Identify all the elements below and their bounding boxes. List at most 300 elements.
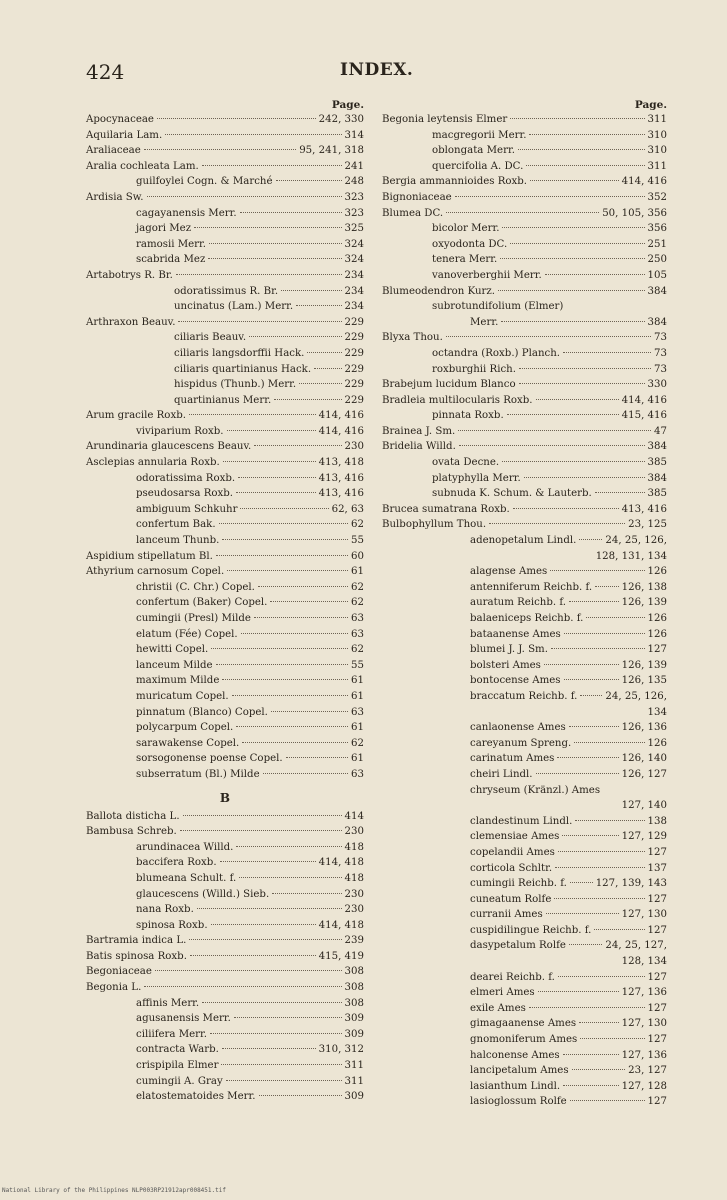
entry-pages: 325: [344, 223, 364, 235]
entry-pages: 63: [351, 628, 364, 640]
entry-name: affinis Merr.: [136, 997, 200, 1009]
leader-dots: [569, 726, 619, 727]
index-entry: [86, 424, 364, 440]
index-entry: [382, 923, 667, 939]
entry-name: bolsteri Ames: [470, 659, 541, 671]
entry-pages: 62: [351, 737, 364, 749]
leader-dots: [219, 523, 348, 524]
entry-name: vanoverberghii Merr.: [432, 269, 542, 281]
leader-dots: [238, 477, 316, 478]
index-entry: [382, 705, 667, 721]
entry-pages: 310, 312: [318, 1044, 364, 1056]
entry-pages: 73: [654, 347, 667, 359]
entry-pages: 310: [647, 145, 667, 157]
entry-pages: 61: [351, 566, 364, 578]
index-entry: [382, 549, 667, 565]
page-column-heading: Page.: [331, 99, 364, 111]
entry-name: balaeniceps Reichb. f.: [470, 613, 584, 624]
leader-dots: [557, 757, 618, 758]
entry-pages: 126, 139: [621, 659, 667, 671]
index-entry: [86, 128, 364, 144]
entry-pages: 126, 135: [621, 675, 667, 687]
index-entry: [382, 845, 667, 861]
index-entry: [382, 1001, 667, 1017]
leader-dots: [209, 243, 342, 244]
entry-pages: 60: [351, 550, 364, 562]
leader-dots: [249, 336, 341, 337]
index-entry: [382, 1079, 667, 1095]
leader-dots: [580, 695, 602, 696]
entry-pages: 414, 416: [318, 410, 364, 422]
index-entry: [382, 876, 667, 892]
leader-dots: [210, 1033, 342, 1034]
index-entry: [382, 642, 667, 658]
index-entry: [86, 486, 364, 502]
leader-dots: [263, 773, 348, 774]
index-entry: [86, 627, 364, 643]
entry-pages: 309: [344, 1091, 364, 1103]
entry-name: ciliaris langsdorffii Hack.: [174, 347, 305, 359]
entry-name: canlaonense Ames: [470, 722, 566, 734]
entry-pages: 323: [344, 191, 364, 203]
entry-name: ciliaris Beauv.: [174, 332, 247, 344]
entry-pages: 73: [654, 332, 667, 344]
entry-pages: 234: [344, 285, 364, 297]
leader-dots: [519, 383, 645, 384]
leader-dots: [180, 830, 342, 831]
leader-dots: [529, 1007, 645, 1008]
entry-pages: 308: [344, 966, 364, 978]
entry-name: bontocense Ames: [470, 675, 561, 687]
entry-pages: 138: [647, 815, 667, 827]
leader-dots: [519, 368, 651, 369]
entry-name: nana Roxb.: [136, 904, 194, 916]
leader-dots: [500, 258, 644, 259]
entry-pages: 127, 136: [621, 987, 667, 999]
index-entry: [382, 861, 667, 877]
entry-name: Blyxa Thou.: [382, 332, 443, 344]
leader-dots: [240, 212, 342, 213]
entry-pages: 126, 138: [621, 581, 667, 593]
entry-name: Blumeodendron Kurz.: [382, 285, 495, 297]
entry-name: Bignoniaceae: [382, 191, 452, 203]
index-entry: [86, 299, 364, 315]
entry-name: cumingii Reichb. f.: [470, 878, 567, 890]
index-entry: [382, 1048, 667, 1064]
leader-dots: [227, 430, 316, 431]
index-entry: [86, 855, 364, 871]
entry-name: careyanum Spreng.: [470, 737, 572, 749]
entry-pages: 239: [344, 935, 364, 947]
leader-dots: [530, 180, 619, 181]
entry-pages: 311: [647, 114, 667, 125]
index-entry: [382, 221, 667, 237]
entry-name: platyphylla Merr.: [432, 472, 521, 484]
entry-name: Arundinaria glaucescens Beauv.: [86, 441, 252, 453]
entry-name: confertum (Baker) Copel.: [136, 597, 268, 609]
index-entry: [382, 393, 667, 409]
index-entry: [86, 1011, 364, 1027]
index-entry: [382, 564, 667, 580]
entry-name: cuneatum Rolfe: [470, 893, 552, 905]
entry-pages: 127: [647, 971, 667, 983]
entry-pages: 384: [647, 472, 667, 484]
entry-name: gnomoniferum Ames: [470, 1034, 578, 1046]
index-entry: [86, 174, 364, 190]
entry-name: carinatum Ames: [470, 753, 555, 765]
leader-dots: [564, 633, 645, 634]
leader-dots: [575, 820, 644, 821]
leader-dots: [550, 570, 644, 571]
entry-pages: 127, 140: [621, 800, 667, 812]
entry-pages: 415, 419: [318, 950, 364, 962]
leader-dots: [241, 633, 348, 634]
entry-pages: 126, 127: [621, 768, 667, 780]
index-entry: [382, 424, 667, 440]
leader-dots: [197, 908, 342, 909]
leader-dots: [579, 1022, 619, 1023]
index-entry: [86, 315, 364, 331]
leader-dots: [189, 939, 341, 940]
entry-pages: 241: [344, 160, 364, 172]
entry-name: Artabotrys R. Br.: [86, 269, 173, 281]
leader-dots: [562, 835, 618, 836]
entry-name: Aspidium stipellatum Bl.: [86, 550, 213, 562]
leader-dots: [299, 383, 341, 384]
leader-dots: [144, 149, 296, 150]
index-entry: [382, 783, 667, 799]
index-entry: [382, 112, 667, 128]
entry-pages: 308: [344, 997, 364, 1009]
leader-dots: [544, 664, 619, 665]
entry-name: lanceum Milde: [136, 659, 213, 671]
leader-dots: [236, 846, 341, 847]
leader-dots: [240, 508, 328, 509]
entry-pages: 413, 416: [318, 488, 364, 500]
entry-pages: 229: [344, 394, 364, 406]
entry-pages: 127: [647, 924, 667, 936]
entry-name: elatum (Fée) Copel.: [136, 628, 238, 640]
entry-pages: 308: [344, 982, 364, 994]
leader-dots: [518, 149, 645, 150]
index-entry: [382, 471, 667, 487]
entry-name: Araliaceae: [86, 145, 141, 157]
index-entry: [382, 580, 667, 596]
leader-dots: [446, 212, 599, 213]
entry-pages: 55: [351, 535, 364, 547]
entry-name: quercifolia A. DC.: [432, 160, 524, 172]
entry-pages: 24, 25, 126,: [605, 690, 667, 702]
entry-name: antenniferum Reichb. f.: [470, 581, 593, 593]
entry-pages: 127: [647, 893, 667, 905]
leader-dots: [236, 726, 348, 727]
entry-pages: 230: [344, 904, 364, 916]
leader-dots: [242, 742, 348, 743]
entry-pages: 126, 139: [621, 597, 667, 609]
entry-pages: 229: [344, 379, 364, 391]
entry-pages: 134: [647, 706, 667, 718]
index-entry: [86, 362, 364, 378]
entry-pages: 63: [351, 768, 364, 780]
index-entry: [382, 767, 667, 783]
index-entry: [382, 907, 667, 923]
entry-name: hispidus (Thunb.) Merr.: [174, 379, 297, 391]
index-entry: [86, 330, 364, 346]
page-column-heading: Page.: [634, 99, 667, 111]
entry-name: Merr.: [470, 316, 499, 328]
leader-dots: [459, 445, 645, 446]
leader-dots: [563, 352, 651, 353]
leader-dots: [234, 1017, 342, 1018]
entry-name: Batis spinosa Roxb.: [86, 950, 187, 962]
index-entry: [86, 824, 364, 840]
entry-name: gimagaanense Ames: [470, 1018, 577, 1030]
leader-dots: [569, 944, 603, 945]
entry-name: maximum Milde: [136, 675, 220, 687]
entry-name: polycarpum Copel.: [136, 722, 234, 734]
index-entry: [86, 736, 364, 752]
entry-pages: 73: [654, 363, 667, 375]
entry-name: Aquilaria Lam.: [86, 129, 163, 141]
entry-name: glaucescens (Willd.) Sieb.: [136, 888, 270, 900]
entry-name: baccifera Roxb.: [136, 857, 217, 869]
leader-dots: [579, 539, 602, 540]
index-entry: [382, 892, 667, 908]
index-entry: [86, 471, 364, 487]
index-entry: [86, 689, 364, 705]
entry-name: pinnata Roxb.: [432, 410, 504, 422]
entry-pages: 248: [344, 176, 364, 188]
leader-dots: [190, 955, 316, 956]
leader-dots: [296, 305, 341, 306]
entry-pages: 323: [344, 207, 364, 219]
index-entry: [86, 840, 364, 856]
entry-name: roxburghii Rich.: [432, 363, 516, 375]
entry-name: ciliifera Merr.: [136, 1028, 208, 1040]
index-entry: [86, 268, 364, 284]
index-entry: [86, 871, 364, 887]
leader-dots: [208, 258, 341, 259]
entry-name: ovata Decne.: [432, 457, 500, 469]
entry-pages: 23, 125: [628, 519, 667, 531]
leader-dots: [202, 165, 342, 166]
entry-name: crispipila Elmer: [136, 1060, 219, 1072]
leader-dots: [529, 134, 644, 135]
leader-dots: [563, 1085, 618, 1086]
entry-pages: 63: [351, 613, 364, 624]
leader-dots: [226, 1080, 342, 1081]
entry-name: alagense Ames: [470, 566, 548, 578]
index-entry: [382, 455, 667, 471]
leader-dots: [510, 118, 644, 119]
entry-pages: 414: [344, 810, 364, 822]
leader-dots: [176, 274, 342, 275]
index-entry: [86, 237, 364, 253]
index-entry: [86, 564, 364, 580]
entry-pages: 229: [344, 347, 364, 359]
index-entry: [382, 268, 667, 284]
entry-name: Bulbophyllum Thou.: [382, 519, 487, 531]
entry-pages: 413, 416: [318, 472, 364, 484]
entry-pages: 242, 330: [318, 114, 364, 125]
leader-dots: [216, 555, 348, 556]
entry-name: Bartramia indica L.: [86, 935, 187, 947]
entry-name: copelandii Ames: [470, 846, 555, 858]
leader-dots: [510, 243, 644, 244]
entry-name: tenera Merr.: [432, 254, 498, 266]
leader-dots: [536, 399, 619, 400]
entry-pages: 230: [344, 441, 364, 453]
entry-pages: 413, 416: [621, 503, 667, 515]
entry-name: Bridelia Willd.: [382, 441, 456, 453]
entry-name: odoratissimus R. Br.: [174, 285, 279, 297]
index-entry: [382, 439, 667, 455]
leader-dots: [222, 679, 348, 680]
index-entry: [86, 902, 364, 918]
entry-name: subrotundifolium (Elmer): [432, 301, 564, 313]
index-entry: [382, 751, 667, 767]
entry-name: ramosii Merr.: [136, 238, 207, 250]
index-entry: [382, 985, 667, 1001]
entry-pages: 63: [351, 706, 364, 718]
index-entry: [382, 689, 667, 705]
index-entry: [382, 1094, 667, 1110]
entry-pages: 24, 25, 126,: [605, 535, 667, 547]
entry-pages: 384: [647, 285, 667, 297]
entry-pages: 229: [344, 363, 364, 375]
entry-pages: 126: [647, 737, 667, 749]
leader-dots: [259, 1095, 342, 1096]
entry-name: arundinacea Willd.: [136, 841, 234, 853]
entry-pages: 127, 136: [621, 1049, 667, 1061]
entry-pages: 127, 129: [621, 831, 667, 843]
leader-dots: [564, 679, 619, 680]
entry-name: Apocynaceae: [86, 114, 154, 125]
leader-dots: [227, 570, 348, 571]
entry-pages: 126: [647, 566, 667, 578]
index-entry: [86, 190, 364, 206]
entry-pages: 126, 136: [621, 722, 667, 734]
entry-name: blumeana Schult. f.: [136, 872, 237, 884]
leader-dots: [569, 601, 619, 602]
leader-dots: [563, 1054, 619, 1055]
leader-dots: [595, 492, 645, 493]
leader-dots: [536, 773, 619, 774]
leader-dots: [272, 893, 341, 894]
section-letter-b: B: [219, 790, 231, 805]
entry-pages: 311: [344, 1060, 364, 1072]
entry-pages: 314: [344, 129, 364, 141]
index-entry: [86, 996, 364, 1012]
index-entry: [86, 933, 364, 949]
entry-pages: 414, 416: [621, 394, 667, 406]
index-entry: [382, 502, 667, 518]
entry-name: clemensiae Ames: [470, 831, 560, 843]
index-entry: [382, 736, 667, 752]
entry-pages: 309: [344, 1028, 364, 1040]
leader-dots: [281, 290, 341, 291]
entry-name: subserratum (Bl.) Milde: [136, 768, 260, 780]
entry-name: chryseum (Kränzl.) Ames: [470, 784, 601, 796]
entry-pages: 234: [344, 301, 364, 313]
entry-pages: 414, 416: [318, 425, 364, 437]
index-entry: [382, 315, 667, 331]
leader-dots: [558, 851, 645, 852]
leader-dots: [314, 368, 341, 369]
index-entry: [86, 143, 364, 159]
entry-name: Arum gracile Roxb.: [86, 410, 186, 422]
entry-name: pinnatum (Blanco) Copel.: [136, 706, 268, 718]
index-entry: [86, 580, 364, 596]
entry-name: Arthraxon Beauv.: [86, 316, 176, 328]
entry-name: adenopetalum Lindl.: [470, 535, 577, 547]
entry-name: Ballota disticha L.: [86, 810, 180, 822]
index-entry: [382, 954, 667, 970]
index-entry: [86, 112, 364, 128]
entry-name: Aralia cochleata Lam.: [86, 160, 199, 172]
index-entry: [86, 284, 364, 300]
entry-pages: 250: [647, 254, 667, 266]
index-entry: [86, 221, 364, 237]
entry-pages: 126: [647, 628, 667, 640]
entry-name: Begoniaceae: [86, 966, 152, 978]
entry-name: braccatum Reichb. f.: [470, 690, 578, 702]
entry-name: Asclepias annularia Roxb.: [86, 457, 220, 469]
entry-name: quartinianus Merr.: [174, 394, 272, 406]
entry-name: elmeri Ames: [470, 987, 535, 999]
index-entry: [86, 720, 364, 736]
entry-pages: 23, 127: [628, 1065, 667, 1077]
index-entry: [86, 980, 364, 996]
index-entry: [86, 767, 364, 783]
index-list-b: [86, 809, 364, 1105]
entry-name: dearei Reichb. f.: [470, 971, 555, 983]
index-entry: [86, 377, 364, 393]
entry-pages: 418: [344, 841, 364, 853]
leader-dots: [502, 227, 644, 228]
entry-pages: 310: [647, 129, 667, 141]
leader-dots: [286, 757, 348, 758]
leader-dots: [183, 815, 342, 816]
entry-name: Brucea sumatrana Roxb.: [382, 503, 510, 515]
entry-pages: 414, 418: [318, 857, 364, 869]
entry-pages: 385: [647, 457, 667, 469]
entry-name: spinosa Roxb.: [136, 919, 208, 931]
leader-dots: [501, 321, 644, 322]
index-entry: [382, 595, 667, 611]
index-entry: [382, 673, 667, 689]
entry-name: odoratissima Roxb.: [136, 472, 236, 484]
index-entry: [86, 533, 364, 549]
index-entry: [382, 252, 667, 268]
entry-name: cheiri Lindl.: [470, 768, 533, 780]
index-entry: [382, 128, 667, 144]
page-number: 424: [86, 60, 125, 84]
index-entry: [382, 829, 667, 845]
leader-dots: [271, 711, 348, 712]
index-entry: [86, 159, 364, 175]
index-entry: [86, 887, 364, 903]
leader-dots: [222, 1048, 316, 1049]
entry-name: sarawakense Copel.: [136, 737, 240, 749]
index-entry: [382, 798, 667, 814]
entry-pages: 309: [344, 1013, 364, 1025]
index-entry: [86, 1089, 364, 1105]
entry-pages: 415, 416: [621, 410, 667, 422]
index-entry: [382, 1032, 667, 1048]
index-entry: [382, 174, 667, 190]
entry-pages: 50, 105, 356: [602, 207, 667, 219]
